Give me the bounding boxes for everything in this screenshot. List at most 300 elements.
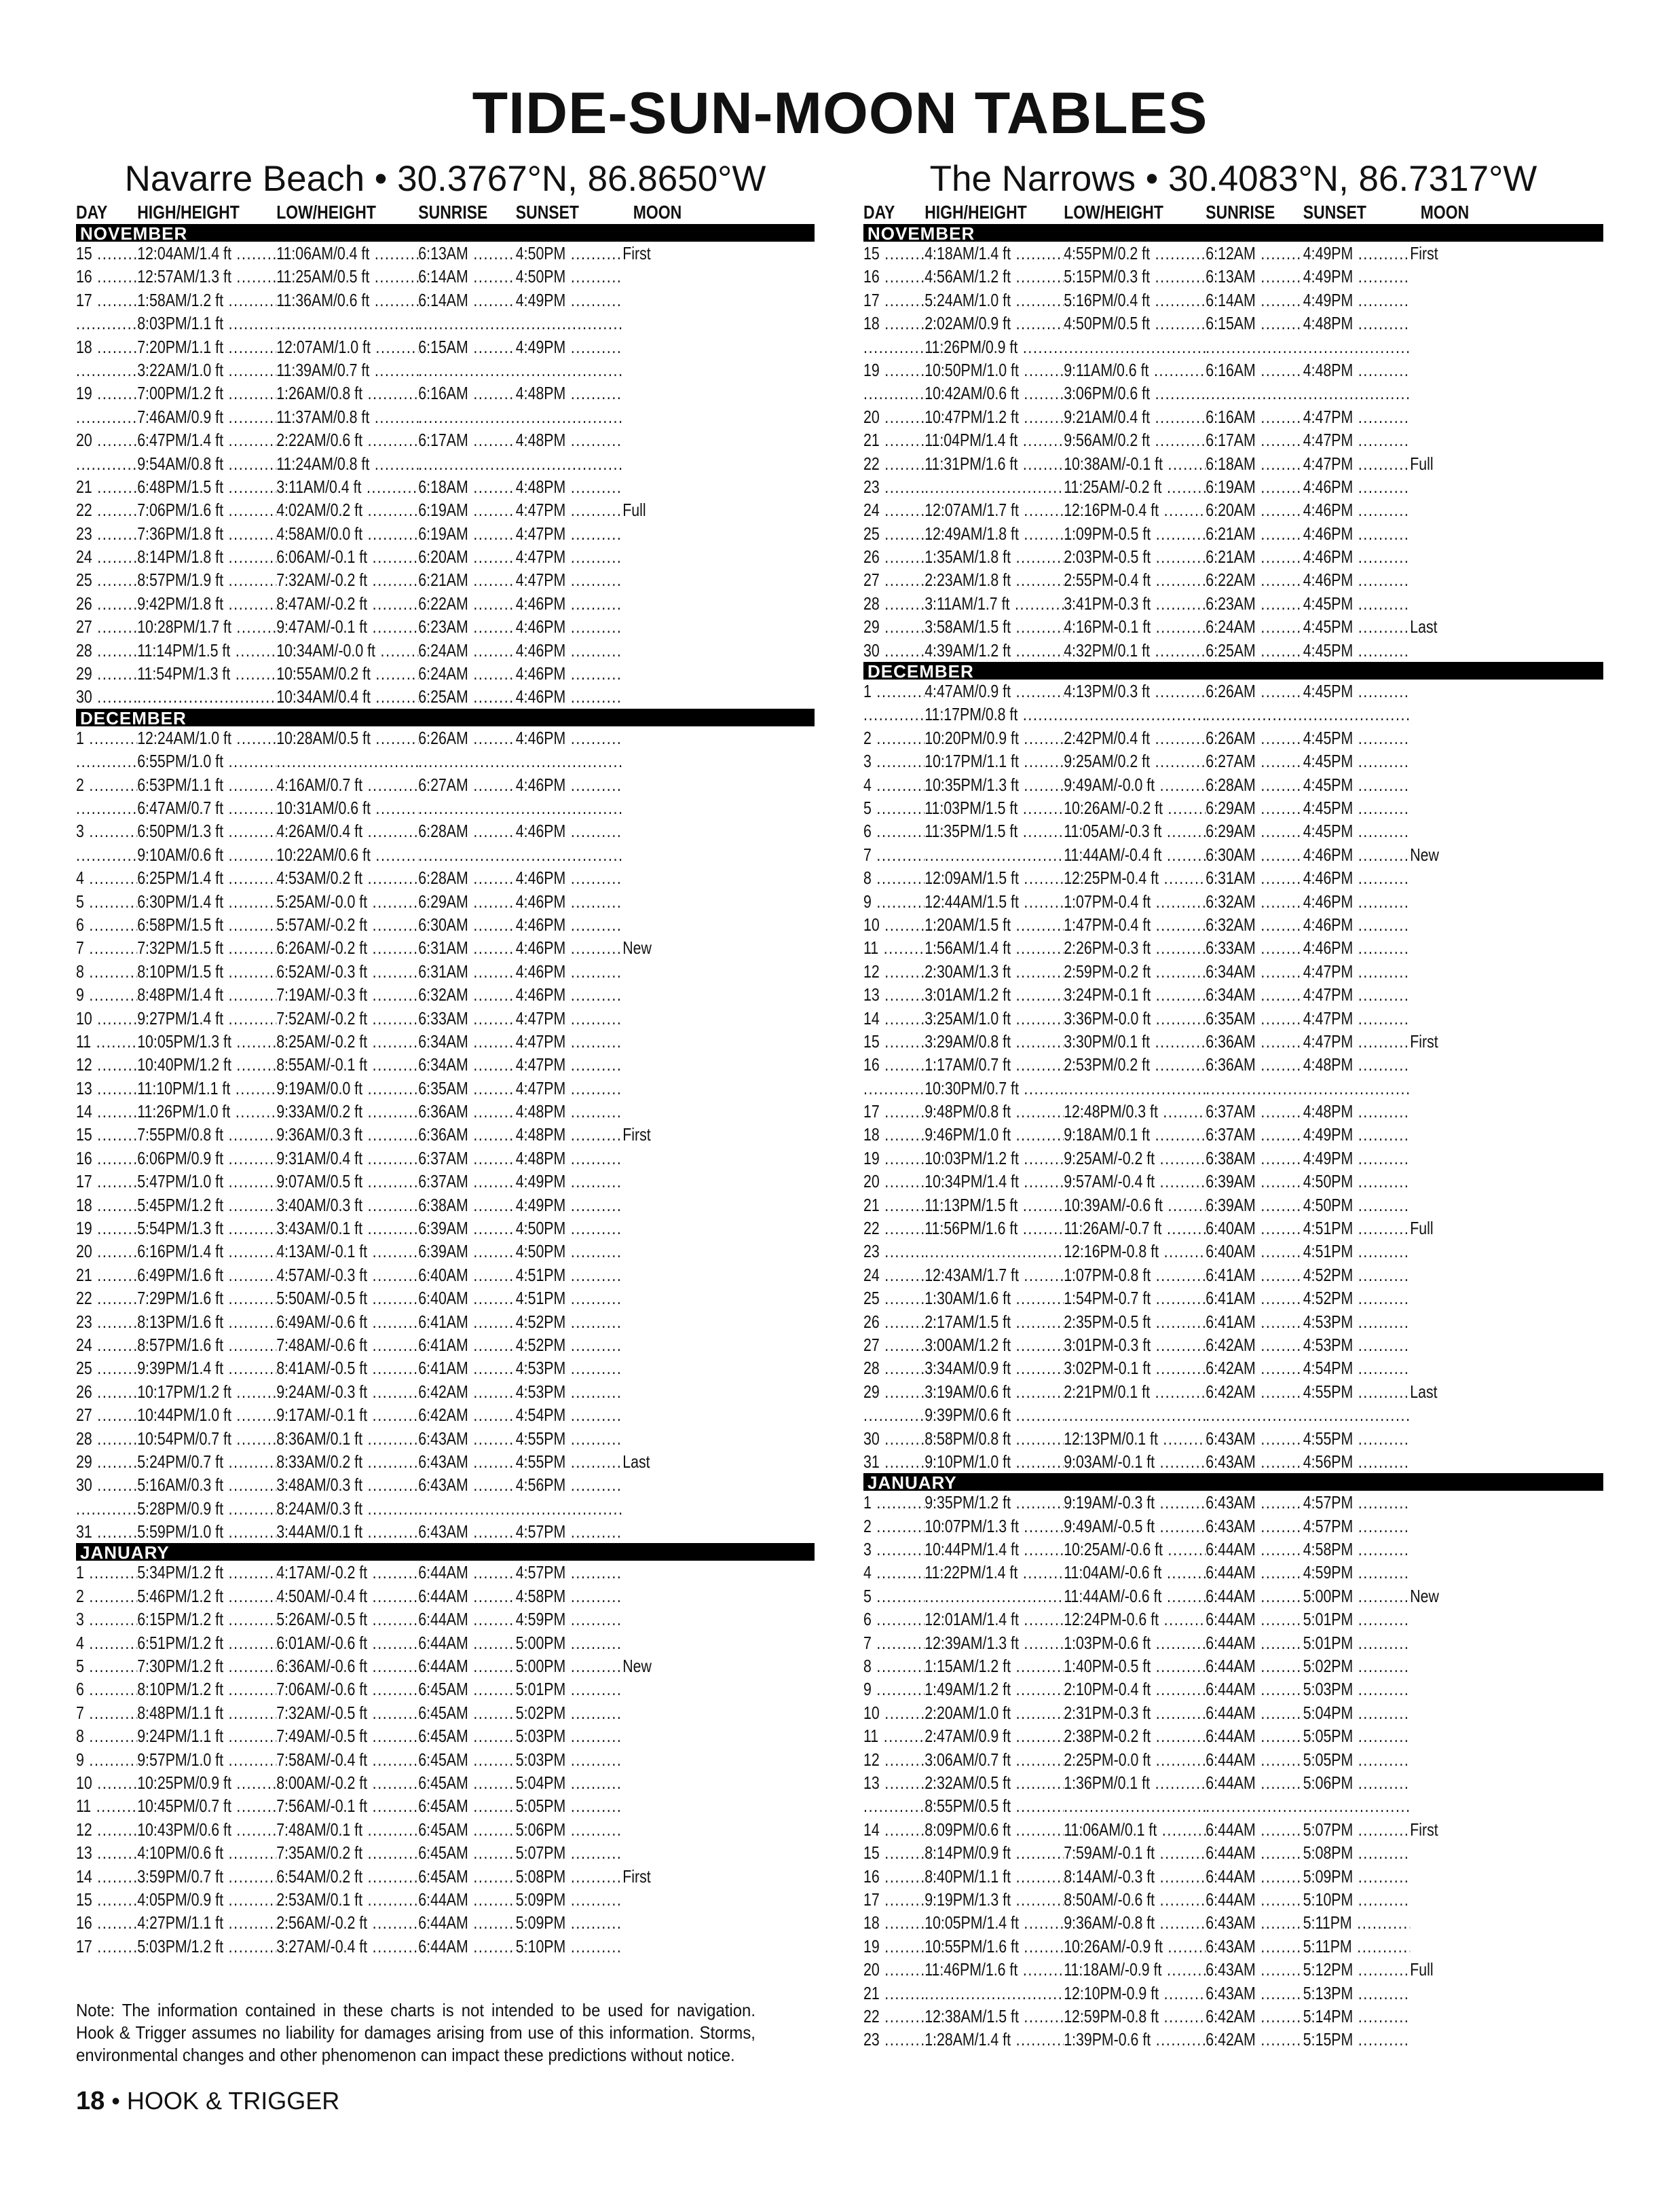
moon-cell: New [1410,844,1439,865]
table-row [863,568,1603,591]
day-cell: 30 ..... [76,1473,137,1496]
sunset-cell: 4:55PM ..... [1303,1427,1410,1450]
month-band: NOVEMBER [76,224,815,242]
table-row [76,568,815,591]
sunset-cell: 4:50PM ..... [1303,1193,1410,1217]
sunset-cell: 5:14PM ..... [1303,2005,1410,2028]
sunrise-cell: 6:38AM ..... [418,1193,516,1217]
high-cell: 10:25PM/0.9 ft ..... [137,1771,276,1794]
sunrise-cell: 6:36AM ..... [1206,1030,1303,1053]
moon-cell: Last [1410,1381,1438,1402]
moon-cell [1410,1515,1471,1538]
high-cell: 9:10AM/0.6 ft ..... [137,843,276,866]
low-cell: 5:16PM/0.4 ft ..... [1064,289,1206,312]
sunset-cell: 4:57PM ..... [1303,1491,1410,1514]
high-cell: 8:57PM/1.6 ft ..... [137,1333,276,1356]
sunset-cell: 4:46PM ..... [516,819,622,842]
low-cell: 8:14AM/-0.3 ft ..... [1064,1865,1206,1888]
moon-cell [622,289,684,312]
day-cell: 22 ..... [76,1286,137,1310]
sunrise-cell: 6:43AM ..... [1206,1427,1303,1450]
sunset-cell: 5:00PM ..... [516,1631,622,1654]
sunset-cell: 4:49PM ..... [1303,1147,1410,1170]
sunrise-cell: 6:26AM ..... [1206,680,1303,703]
table-row [76,1911,815,1934]
sunset-cell: 5:15PM ..... [1303,2028,1410,2051]
table-row [863,592,1603,615]
sunset-cell: 4:46PM ..... [1303,568,1410,591]
table-row [863,796,1603,819]
low-cell: 9:18AM/0.1 ft ..... [1064,1123,1206,1146]
low-cell: 8:41AM/-0.5 ft ..... [276,1356,418,1379]
high-cell: 8:10PM/1.5 ft ..... [137,960,276,983]
moon-cell [622,1427,684,1450]
high-cell: 11:26PM/1.0 ft ..... [137,1100,276,1123]
table-row [863,1724,1603,1747]
day-cell: 15 ..... [863,1841,925,1864]
high-cell: 1:30AM/1.6 ft ..... [925,1286,1064,1310]
sunset-cell: 4:55PM ..... [516,1427,622,1450]
high-cell: 11:14PM/1.5 ft ..... [137,639,276,662]
table-row [76,1888,815,1911]
day-cell: 2 ..... [76,1584,137,1608]
sunset-cell: 4:55PM ..... [1303,1380,1410,1403]
moon-cell [1410,2005,1471,2028]
sunrise-cell: 6:44AM ..... [418,1631,516,1654]
sunset-cell: 4:46PM ..... [1303,890,1410,913]
day-cell: 24 ..... [76,1333,137,1356]
day-cell: 20 ..... [863,405,925,428]
high-cell: 7:29PM/1.6 ft ..... [137,1286,276,1310]
sunset-cell [516,405,622,428]
high-cell: 3:22AM/1.0 ft ..... [137,358,276,382]
sunrise-cell: 6:23AM ..... [1206,592,1303,615]
high-cell: 7:46AM/0.9 ft ..... [137,405,276,428]
day-cell: 20 ..... [76,1240,137,1263]
low-cell: 2:10PM-0.4 ft ..... [1064,1677,1206,1701]
table-row [76,1030,815,1053]
sunset-cell: 4:47PM ..... [1303,983,1410,1006]
sunset-cell: 4:48PM ..... [1303,1100,1410,1123]
moon-cell [622,1356,684,1379]
table-row [76,1771,815,1794]
table-row [863,983,1603,1006]
high-cell: 12:07AM/1.7 ft ..... [925,498,1064,521]
sunrise-cell: 6:42AM ..... [1206,1333,1303,1356]
low-cell: 2:21PM/0.1 ft ..... [1064,1380,1206,1403]
day-cell: 28 ..... [76,639,137,662]
day-cell [76,1497,137,1520]
sunset-cell: 4:46PM ..... [1303,522,1410,545]
sunrise-cell: 6:22AM ..... [418,592,516,615]
sunset-cell: 4:45PM ..... [1303,680,1410,703]
sunset-cell: 4:49PM ..... [1303,265,1410,288]
table-row [863,242,1603,265]
low-cell: 1:40PM-0.5 ft ..... [1064,1654,1206,1677]
low-cell: 12:16PM-0.4 ft ..... [1064,498,1206,521]
sunset-cell: 4:47PM ..... [516,568,622,591]
sunrise-cell: 6:45AM ..... [418,1841,516,1864]
sunrise-cell: 6:43AM ..... [1206,1515,1303,1538]
sunrise-cell: 6:45AM ..... [418,1748,516,1771]
sunset-cell: 5:11PM ..... [1303,1911,1410,1934]
high-cell: 6:55PM/1.0 ft ..... [137,749,276,773]
sunset-cell [516,312,622,335]
low-cell: 5:26AM/-0.5 ft ..... [276,1608,418,1631]
high-cell: 6:50PM/1.3 ft ..... [137,819,276,842]
table-row [863,1654,1603,1677]
day-cell [863,382,925,405]
sunrise-cell: 6:40AM ..... [418,1263,516,1286]
sunset-cell: 5:00PM ..... [516,1654,622,1677]
sunrise-cell: 6:17AM ..... [418,428,516,451]
sunrise-cell: 6:28AM ..... [1206,773,1303,796]
moon-cell [1410,265,1471,288]
sunset-cell: 4:45PM ..... [1303,819,1410,842]
sunset-cell: 4:50PM ..... [516,265,622,288]
sunrise-cell: 6:14AM ..... [418,289,516,312]
table-row [863,428,1603,451]
low-cell: 11:04AM/-0.6 ft ..... [1064,1561,1206,1584]
high-cell: 5:03PM/1.2 ft ..... [137,1935,276,1958]
moon-cell [622,1608,684,1631]
high-cell: 5:46PM/1.2 ft ..... [137,1584,276,1608]
sunset-cell: 4:54PM ..... [516,1403,622,1426]
day-cell: 27 ..... [76,1403,137,1426]
high-cell: 5:59PM/1.0 ft ..... [137,1520,276,1543]
sunrise-cell: 6:44AM ..... [1206,1538,1303,1561]
sunset-cell: 4:46PM ..... [1303,936,1410,959]
sunrise-cell: 6:33AM ..... [1206,936,1303,959]
high-cell: 4:27PM/1.1 ft ..... [137,1911,276,1934]
sunset-cell: 4:46PM ..... [516,866,622,889]
sunset-cell: 5:10PM ..... [1303,1888,1410,1911]
moon-cell [1410,1263,1471,1286]
header-moon: MOON [1420,202,1470,223]
day-cell: 24 ..... [863,498,925,521]
low-cell: 6:36AM/-0.6 ft ..... [276,1654,418,1677]
sunrise-cell: 6:16AM ..... [1206,358,1303,382]
moon-cell [622,568,684,591]
sunrise-cell [418,1497,516,1520]
day-cell: 30 ..... [863,639,925,662]
sunset-cell: 4:49PM ..... [516,1193,622,1217]
sunset-cell: 4:46PM ..... [1303,475,1410,498]
high-cell: 10:43PM/0.6 ft ..... [137,1818,276,1841]
high-cell: 10:28PM/1.7 ft ..... [137,615,276,638]
table-row [863,843,1603,866]
moon-cell [1410,1701,1471,1724]
moon-cell [1410,960,1471,983]
day-cell: 27 ..... [863,568,925,591]
sunset-cell: 4:58PM ..... [1303,1538,1410,1561]
table-row [76,1561,815,1584]
day-cell: 28 ..... [863,592,925,615]
sunset-cell: 4:53PM ..... [1303,1333,1410,1356]
table-row [863,1380,1603,1403]
sunset-cell: 4:46PM ..... [516,685,622,708]
table-row [863,1958,1603,1981]
moon-cell [622,615,684,638]
publication-name: HOOK & TRIGGER [126,2087,340,2115]
low-cell: 3:48AM/0.3 ft ..... [276,1473,418,1496]
moon-cell [1410,1147,1471,1170]
high-cell: 11:17PM/0.8 ft ..... [925,703,1064,726]
sunset-cell [516,843,622,866]
table-row [863,1515,1603,1538]
table-sections [863,224,1603,2052]
day-cell: 17 ..... [76,1935,137,1958]
table-row [863,1403,1603,1426]
sunset-cell: 4:47PM ..... [516,1007,622,1030]
high-cell: 6:25PM/1.4 ft ..... [137,866,276,889]
low-cell [1064,1077,1206,1100]
day-cell: 21 ..... [863,1982,925,2005]
table-row [76,1147,815,1170]
moon-cell [1410,1561,1471,1584]
moon-cell [1410,289,1471,312]
high-cell: 10:20PM/0.9 ft ..... [925,726,1064,749]
table-row [76,1403,815,1426]
low-cell: 4:16PM-0.1 ft ..... [1064,615,1206,638]
moon-cell [1410,1865,1471,1888]
sunset-cell: 5:01PM ..... [516,1677,622,1701]
moon-cell [622,358,684,382]
sunset-cell: 5:03PM ..... [516,1724,622,1747]
sunset-cell: 4:46PM ..... [516,983,622,1006]
moon-cell [622,1888,684,1911]
low-cell: 10:34AM/-0.0 ft ..... [276,639,418,662]
sunrise-cell [418,358,516,382]
high-cell: 6:30PM/1.4 ft ..... [137,890,276,913]
sunrise-cell: 6:44AM ..... [1206,1771,1303,1794]
sunset-cell: 4:59PM ..... [516,1608,622,1631]
moon-cell [1410,680,1471,703]
moon-cell [1410,1935,1471,1958]
moon-cell [622,1077,684,1100]
table-row [863,913,1603,936]
high-cell: 1:15AM/1.2 ft ..... [925,1654,1064,1677]
moon-cell [622,1053,684,1076]
high-cell: 8:10PM/1.2 ft ..... [137,1677,276,1701]
table-row [76,1053,815,1076]
moon-cell [1410,1100,1471,1123]
table-row [863,358,1603,382]
table-row [863,335,1603,358]
low-cell: 3:43AM/0.1 ft ..... [276,1217,418,1240]
table-row [76,1217,815,1240]
sunset-cell: 4:51PM ..... [516,1286,622,1310]
low-cell: 11:25AM/0.5 ft ..... [276,265,418,288]
low-cell: 4:53AM/0.2 ft ..... [276,866,418,889]
low-cell: 9:07AM/0.5 ft ..... [276,1170,418,1193]
sunrise-cell: 6:44AM ..... [1206,1841,1303,1864]
sunset-cell: 5:10PM ..... [516,1935,622,1958]
low-cell: 10:28AM/0.5 ft ..... [276,726,418,749]
day-cell [76,452,137,475]
table-row [76,1677,815,1701]
high-cell: 3:25AM/1.0 ft ..... [925,1007,1064,1030]
day-cell: 9 ..... [76,1748,137,1771]
sunrise-cell: 6:29AM ..... [1206,819,1303,842]
day-cell [863,1077,925,1100]
sunset-cell: 4:57PM ..... [516,1520,622,1543]
low-cell: 6:54AM/0.2 ft ..... [276,1865,418,1888]
sunrise-cell: 6:45AM ..... [418,1701,516,1724]
table-row [76,890,815,913]
low-cell: 9:36AM/0.3 ft ..... [276,1123,418,1146]
sunset-cell [1303,1403,1410,1426]
location-heading: The Narrows • 30.4083°N, 86.7317°W [929,159,1537,199]
moon-cell [622,1794,684,1817]
sunset-cell: 4:52PM ..... [516,1310,622,1333]
sunset-cell: 4:50PM ..... [516,1217,622,1240]
sunrise-cell: 6:39AM ..... [1206,1193,1303,1217]
sunset-cell: 4:47PM ..... [516,1053,622,1076]
table-row [76,726,815,749]
high-cell: 1:58AM/1.2 ft ..... [137,289,276,312]
high-cell: 8:40PM/1.1 ft ..... [925,1865,1064,1888]
day-cell: 18 ..... [76,335,137,358]
sunset-cell: 5:00PM ..... [1303,1584,1410,1608]
sunset-cell: 5:01PM ..... [1303,1608,1410,1631]
sunset-cell: 4:50PM ..... [516,242,622,265]
month-rows [863,1491,1603,2051]
sunset-cell: 5:02PM ..... [516,1701,622,1724]
high-cell: 10:30PM/0.7 ft ..... [925,1077,1064,1100]
high-cell: 2:47AM/0.9 ft ..... [925,1724,1064,1747]
table-row [863,936,1603,959]
day-cell: 1 ..... [863,680,925,703]
day-cell: 16 ..... [863,265,925,288]
high-cell: 4:10PM/0.6 ft ..... [137,1841,276,1864]
moon-cell [622,1310,684,1333]
table-row [76,983,815,1006]
month-rows [76,242,815,709]
sunrise-cell: 6:45AM ..... [418,1794,516,1817]
sunrise-cell: 6:37AM ..... [418,1170,516,1193]
sunrise-cell: 6:41AM ..... [418,1333,516,1356]
moon-cell [1410,1538,1471,1561]
day-cell: 22 ..... [863,1217,925,1240]
day-cell: 25 ..... [76,568,137,591]
low-cell: 10:25AM/-0.6 ft ..... [1064,1538,1206,1561]
moon-cell [1410,1333,1471,1356]
table-row [863,1865,1603,1888]
moon-cell [1410,545,1471,568]
moon-cell [622,662,684,685]
low-cell: 2:31PM-0.3 ft ..... [1064,1701,1206,1724]
sunset-cell: 5:04PM ..... [1303,1701,1410,1724]
table-row [863,1286,1603,1310]
low-cell [1064,1403,1206,1426]
moon-cell [1410,335,1471,358]
day-cell: 1 ..... [76,1561,137,1584]
high-cell: 5:24AM/1.0 ft ..... [925,289,1064,312]
sunset-cell: 5:03PM ..... [516,1748,622,1771]
low-cell: 11:39AM/0.7 ft ..... [276,358,418,382]
high-cell: 10:45PM/0.7 ft ..... [137,1794,276,1817]
sunrise-cell [1206,1403,1303,1426]
moon-cell [622,819,684,842]
moon-cell [622,1147,684,1170]
table-row [863,1491,1603,1514]
sunrise-cell: 6:43AM ..... [418,1450,516,1473]
moon-cell [622,749,684,773]
header-low: LOW/HEIGHT [276,202,376,223]
moon-cell [622,1771,684,1794]
low-cell: 11:06AM/0.4 ft ..... [276,242,418,265]
sunrise-cell: 6:21AM ..... [418,568,516,591]
month-band: DECEMBER [76,709,815,726]
day-cell: 30 ..... [863,1427,925,1450]
header-day: DAY [76,202,108,223]
moon-cell [622,1263,684,1286]
day-cell: 3 ..... [76,819,137,842]
sunrise-cell: 6:26AM ..... [418,726,516,749]
moon-cell [622,1240,684,1263]
high-cell: 11:03PM/1.5 ft ..... [925,796,1064,819]
table-row [863,522,1603,545]
sunrise-cell [1206,1794,1303,1817]
moon-cell [1410,1310,1471,1333]
low-cell: 11:25AM/-0.2 ft ..... [1064,475,1206,498]
location-heading: Navarre Beach • 30.3767°N, 86.8650°W [124,159,766,199]
sunset-cell: 5:04PM ..... [516,1771,622,1794]
low-cell [1064,335,1206,358]
moon-cell [1410,703,1471,726]
low-cell: 10:34AM/0.4 ft ..... [276,685,418,708]
page-footer [76,2087,339,2116]
high-cell: 3:11AM/1.7 ft ..... [925,592,1064,615]
sunset-cell: 4:47PM ..... [516,522,622,545]
high-cell: 12:09AM/1.5 ft ..... [925,866,1064,889]
low-cell: 7:56AM/-0.1 ft ..... [276,1794,418,1817]
high-cell: 10:54PM/0.7 ft ..... [137,1427,276,1450]
low-cell [1064,1794,1206,1817]
low-cell: 5:57AM/-0.2 ft ..... [276,913,418,936]
high-cell: 1:56AM/1.4 ft ..... [925,936,1064,959]
high-cell: 10:40PM/1.2 ft ..... [137,1053,276,1076]
table-row [76,1380,815,1403]
moon-cell [622,796,684,819]
high-cell: 10:44PM/1.4 ft ..... [925,1538,1064,1561]
table-row [863,1217,1603,1240]
low-cell: 9:25AM/0.2 ft ..... [1064,749,1206,773]
header-sunset: SUNSET [515,202,579,223]
low-cell: 9:47AM/-0.1 ft ..... [276,615,418,638]
sunrise-cell [1206,703,1303,726]
low-cell: 2:56AM/-0.2 ft ..... [276,1911,418,1934]
sunset-cell: 4:47PM ..... [1303,405,1410,428]
high-cell: 6:47PM/1.4 ft ..... [137,428,276,451]
sunrise-cell: 6:17AM ..... [1206,428,1303,451]
table-row [863,475,1603,498]
moon-cell: Full [1410,453,1434,474]
sunrise-cell: 6:42AM ..... [1206,2005,1303,2028]
table-row [76,685,815,708]
table-row [863,1450,1603,1473]
day-cell: 7 ..... [863,1631,925,1654]
low-cell: 10:31AM/0.6 ft ..... [276,796,418,819]
moon-cell [622,1007,684,1030]
table-row [76,358,815,382]
high-cell: 10:47PM/1.2 ft ..... [925,405,1064,428]
sunrise-cell: 6:41AM ..... [1206,1263,1303,1286]
moon-cell [1410,1794,1471,1817]
low-cell: 7:59AM/-0.1 ft ..... [1064,1841,1206,1864]
month-band: NOVEMBER [863,224,1603,242]
